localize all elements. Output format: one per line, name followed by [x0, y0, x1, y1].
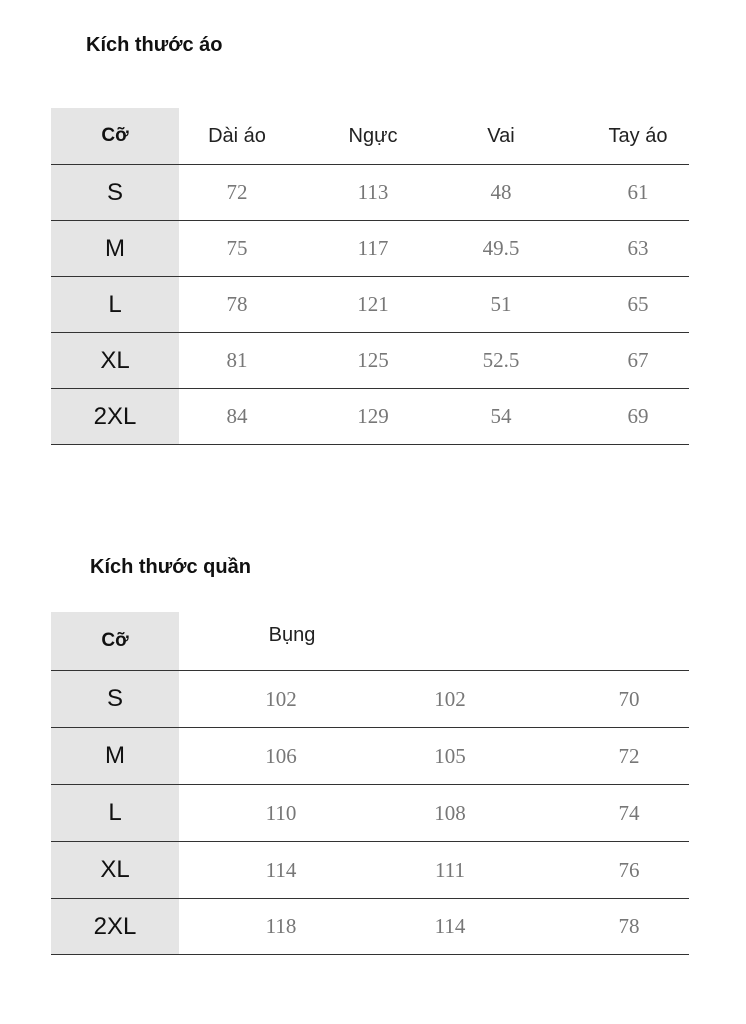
size-label: XL — [51, 842, 179, 898]
table-row — [51, 727, 689, 784]
table-cell: 54 — [490, 404, 512, 428]
header-chest: Ngực — [348, 124, 398, 147]
table-row — [51, 898, 689, 955]
table-cell: 52.5 — [482, 348, 520, 372]
size-label: M — [51, 221, 179, 276]
size-label: 2XL — [51, 899, 179, 954]
table-cell: 72 — [226, 180, 248, 204]
table-row — [51, 276, 689, 332]
table-cell: 65 — [627, 292, 649, 316]
table-cell: 74 — [618, 800, 640, 825]
table-cell: 125 — [357, 348, 389, 372]
size-label: XL — [51, 333, 179, 388]
table-cell: 113 — [357, 180, 389, 204]
pants-size-title: Kích thước quần — [90, 556, 251, 578]
header-shoulder: Vai — [487, 124, 515, 147]
table-cell: 102 — [265, 686, 297, 711]
table-cell: 72 — [618, 743, 640, 768]
shirt-size-title: Kích thước áo — [86, 34, 223, 56]
table-row — [51, 332, 689, 388]
table-cell: 84 — [226, 404, 248, 428]
table-cell: 81 — [226, 348, 248, 372]
header-size: Cỡ — [51, 108, 179, 164]
table-row — [51, 841, 689, 898]
size-label: L — [51, 277, 179, 332]
table-cell: 49.5 — [482, 236, 520, 260]
table-cell: 110 — [265, 800, 297, 825]
table-cell: 78 — [618, 914, 640, 938]
table-cell: 106 — [265, 743, 297, 768]
size-label: S — [51, 671, 179, 727]
table-cell: 69 — [627, 404, 649, 428]
table-row — [51, 670, 689, 727]
header-sleeve: Tay áo — [608, 124, 668, 147]
table-cell: 76 — [618, 857, 640, 882]
table-cell: 63 — [627, 236, 649, 260]
table-row — [51, 164, 689, 220]
table-row — [51, 388, 689, 445]
table-cell: 114 — [265, 857, 297, 882]
table-cell: 78 — [226, 292, 248, 316]
table-cell: 102 — [434, 686, 466, 711]
table-row — [51, 220, 689, 276]
table-cell: 129 — [357, 404, 389, 428]
header-waist: Bụng — [268, 623, 316, 646]
table-cell: 67 — [627, 348, 649, 372]
pants-size-table — [51, 612, 689, 955]
table-cell: 61 — [627, 180, 649, 204]
table-cell: 48 — [490, 180, 512, 204]
size-label: 2XL — [51, 389, 179, 444]
table-cell: 105 — [434, 743, 466, 768]
table-row — [51, 784, 689, 841]
table-cell: 114 — [434, 914, 466, 938]
header-length: Dài áo — [208, 124, 266, 147]
table-cell: 118 — [265, 914, 297, 938]
table-cell: 111 — [435, 857, 465, 882]
size-label: S — [51, 165, 179, 220]
size-label: L — [51, 785, 179, 841]
header-size: Cỡ — [51, 612, 179, 670]
shirt-size-table — [51, 108, 689, 445]
table-cell: 117 — [357, 236, 389, 260]
table-cell: 51 — [490, 292, 512, 316]
table-cell: 121 — [357, 292, 389, 316]
table-header-row — [51, 612, 689, 670]
table-cell: 70 — [618, 686, 640, 711]
table-cell: 108 — [434, 800, 466, 825]
table-header-row — [51, 108, 689, 164]
table-cell: 75 — [226, 236, 248, 260]
size-label: M — [51, 728, 179, 784]
